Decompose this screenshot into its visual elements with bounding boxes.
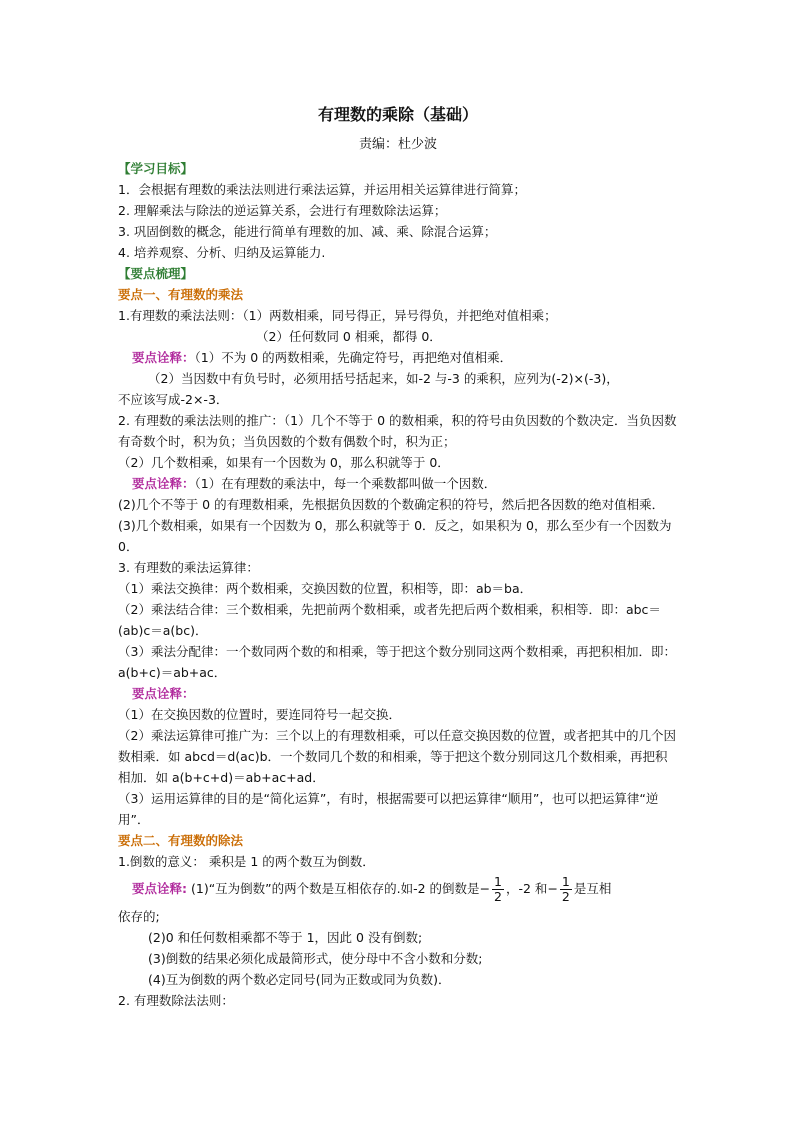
law-distributive: （3）乘法分配律：一个数同两个数的和相乘，等于把这个数分别同这两个数相乘，再把积相加．即：a(b+c)＝ab+ac． <box>118 644 676 680</box>
document-page <box>118 104 678 1011</box>
point2-header: 要点二、有理数的除法 <box>118 833 244 848</box>
note-label: 要点诠释： <box>132 350 195 365</box>
page-title: 有理数的乘除（基础） <box>317 105 478 124</box>
fraction-numerator: 1 <box>561 874 570 889</box>
note1-text: （1）不为 0 的两数相乘，先确定符号，再把绝对值相乘． <box>194 350 513 365</box>
fraction-denominator: 2 <box>561 889 570 904</box>
ext-rule: 2. 有理数的乘法法则的推广：（1）几个不等于 0 的数相乘，积的符号由负因数的个数决定．当负因数有奇数个时，积为负；当负因数的个数有偶数个时，积为正； <box>118 413 677 449</box>
reciprocal-definition: 1.倒数的意义： 乘积是 1 的两个数互为倒数． <box>118 854 375 869</box>
law-commutative: （1）乘法交换律：两个数相乘，交换因数的位置，积相等，即：ab＝ba． <box>118 581 533 596</box>
fraction-one-half <box>492 875 504 904</box>
note2-b: (2)几个不等于 0 的有理数相乘，先根据负因数的个数确定积的符号，然后把各因数的绝对值相乘． <box>118 497 665 512</box>
reciprocal-note-b: (2)0 和任何数相乘都不等于 1，因此 0 没有倒数; <box>148 930 423 945</box>
note-continuation: 依存的; <box>118 909 160 924</box>
division-rule-header: 2. 有理数除法法则： <box>118 993 234 1008</box>
fraction-denominator: 2 <box>494 889 502 904</box>
note1-c: 不应该写成-2×-3． <box>118 392 229 407</box>
reciprocal-note-d: (4)互为倒数的两个数必定同号(同为正数或同为负数)． <box>148 972 451 987</box>
point1-header: 要点一、有理数的乘法 <box>118 287 244 302</box>
note2-line <box>118 473 678 494</box>
note3-b: （2）乘法运算律可推广为：三个以上的有理数相乘，可以任意交换因数的位置，或者把其中的几个因数相乘．如 abcd＝d(ac)b．一个数同几个数的和相乘，等于把这个数分别同这几个数相乘，再把积相加．如 a(b+c+d)＝ab+ac+ad． <box>118 728 676 785</box>
laws-header: 3. 有理数的乘法运算律： <box>118 560 259 575</box>
goal-item: 4. 培养观察、分析、归纳及运算能力. <box>118 245 326 260</box>
goal-item: 1．会根据有理数的乘法法则进行乘法运算，并运用相关运算律进行简算； <box>118 182 526 197</box>
goal-item: 3. 巩固倒数的概念，能进行简单有理数的加、减、乘、除混合运算； <box>118 224 497 239</box>
note-label: 要点诠释： <box>132 476 195 491</box>
summary-header: 【要点梳理】 <box>118 266 194 281</box>
note1-line <box>118 347 678 368</box>
reciprocal-note-c: (3)倒数的结果必须化成最简形式，使分母中不含小数和分数; <box>148 951 483 966</box>
note-text: 是互相 <box>573 881 612 896</box>
note3-c: （3）运用运算律的目的是“简化运算”，有时，根据需要可以把运算律“顺用”，也可以把运算律“逆用”． <box>118 791 659 827</box>
mult-rule-line2: （2）任何数同 0 相乘，都得 0． <box>256 329 442 344</box>
note2-text: （1）在有理数的乘法中，每一个乘数都叫做一个因数． <box>194 476 497 491</box>
ext-rule-b: （2）几个数相乘，如果有一个因数为 0，那么积就等于 0． <box>118 455 450 470</box>
note3-a: （1）在交换因数的位置时，要连同符号一起交换． <box>118 707 401 722</box>
reciprocal-note-line <box>118 872 678 906</box>
note-text: ，-2 和 <box>506 881 548 896</box>
author-line: 责编：杜少波 <box>358 137 437 152</box>
note-label: 要点诠释: <box>132 881 187 896</box>
note2-c: (3)几个数相乘，如果有一个因数为 0，那么积就等于 0．反之，如果积为 0，那么至少有一个因数为 0． <box>118 518 672 554</box>
minus-sign: − <box>547 881 558 896</box>
note-text: (1)“互为倒数”的两个数是互相依存的.如-2 的倒数是 <box>190 881 480 896</box>
minus-sign: − <box>479 881 491 896</box>
fraction-one-half <box>560 875 572 904</box>
law-associative: （2）乘法结合律：三个数相乘，先把前两个数相乘，或者先把后两个数相乘，积相等．即：abc＝(ab)c＝a(bc)． <box>118 602 661 638</box>
note1-b: （2）当因数中有负号时，必须用括号括起来，如-2 与-3 的乘积，应列为(-2)×(-3)， <box>148 371 619 386</box>
note3-label: 要点诠释： <box>132 686 195 701</box>
goals-header: 【学习目标】 <box>118 161 194 176</box>
fraction-numerator: 1 <box>494 874 502 889</box>
goal-item: 2. 理解乘法与除法的逆运算关系，会进行有理数除法运算； <box>118 203 447 218</box>
mult-rule-line1: 1.有理数的乘法法则：（1）两数相乘，同号得正，异号得负，并把绝对值相乘； <box>118 308 557 323</box>
